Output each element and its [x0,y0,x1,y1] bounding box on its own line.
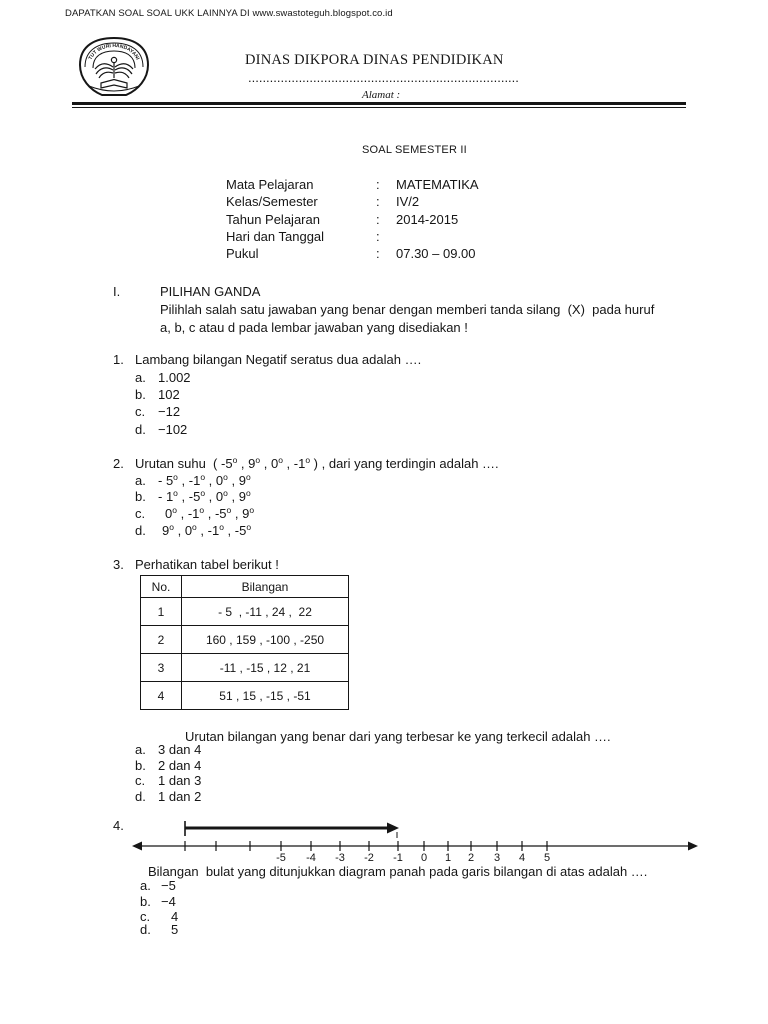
option-letter: a. [135,473,146,488]
address-dots-line: ........................................................................... [248,70,519,85]
question-stem: Perhatikan tabel berikut ! [135,557,279,572]
degree-mark: o [245,488,251,498]
degree-mark: o [173,488,178,498]
info-label: Kelas/Semester [226,194,318,209]
tick-label: 1 [444,852,452,864]
logo-bird-icon [95,57,133,78]
tick-label: -2 [364,852,374,864]
degree-mark: o [245,472,251,482]
letterhead-double-rule [72,102,686,108]
option-letter: d. [135,523,146,538]
question-prompt: Urutan bilangan yang benar dari yang terbesar ke yang terkecil adalah …. [185,729,611,744]
info-colon: : [376,194,380,209]
temperature-value: 0 [270,456,279,471]
option-letter: a. [135,370,146,385]
value-separator: , [177,489,189,504]
row-number-cell: 2 [141,626,182,654]
info-value-time: 07.30 – 09.00 [396,246,476,261]
question-number: 1. [113,352,124,367]
question-number: 2. [113,456,124,471]
temperature-value: 9 [242,506,250,521]
row-number-cell: 3 [141,654,182,682]
pointer-arrowhead [387,823,399,834]
option-letter: b. [135,758,146,773]
info-label: Tahun Pelajaran [226,212,320,227]
option-text: 2 dan 4 [158,758,202,773]
instruction-line: a, b, c atau d pada lembar jawaban yang disediakan ! [160,320,468,335]
tick-label: -3 [335,852,345,864]
numbers-cell: 160 , 159 , -100 , -250 [182,626,349,654]
temperature-value: -5 [214,506,227,521]
option-text: −5 [161,878,176,893]
section-number: I. [113,284,121,299]
degree-mark: o [199,505,205,515]
option-letter: c. [135,773,146,788]
degree-mark: o [219,522,224,532]
degree-mark: o [172,505,177,515]
row-number-cell: 4 [141,682,182,710]
degree-mark: o [226,505,232,515]
info-colon: : [376,212,380,227]
option-letter: b. [140,894,151,909]
value-separator: , [227,473,239,488]
info-colon: : [376,246,380,261]
temperature-value: - 5 [158,473,174,488]
tick-label: 0 [420,852,428,864]
degree-mark: o [249,505,255,515]
tick-label: 2 [467,852,475,864]
option-letter: b. [135,387,146,402]
info-label: Hari dan Tanggal [226,229,325,244]
option-text: 5 [171,922,179,937]
option-letter: d. [135,789,146,804]
logo-ribbon [89,86,139,91]
info-label: Mata Pelajaran [226,177,314,192]
numbers-cell: -11 , -15 , 12 , 21 [182,654,349,682]
info-colon: : [376,177,380,192]
row-number-cell: 1 [141,598,182,626]
logo-book-icon [101,80,127,89]
value-separator: , [205,473,216,488]
info-colon: : [376,229,380,244]
option-text: 3 dan 4 [158,742,202,757]
temperature-value: -1 [293,456,306,471]
option-temperature-list [165,506,254,522]
temperature-value: 0 [184,523,193,538]
numbers-cell: 51 , 15 , -15 , -51 [182,682,349,710]
degree-mark: o [223,472,228,482]
degree-mark: o [255,455,261,465]
tut-wuri-handayani-logo [76,36,152,98]
value-separator: , [223,523,235,538]
tick-label: -1 [393,852,403,864]
section-title: PILIHAN GANDA [160,284,261,299]
option-letter: d. [135,422,146,437]
column-header-bilangan: Bilangan [182,576,349,598]
exam-title: SOAL SEMESTER II [362,144,467,156]
value-separator: , [282,456,294,471]
option-letter: d. [140,922,151,937]
column-header-no: No. [141,576,182,598]
stem-prefix: Urutan suhu ( [135,456,221,471]
degree-mark: o [192,522,197,532]
option-temperature-list [158,489,251,505]
tick-label: 5 [543,852,551,864]
option-text: −4 [161,894,176,909]
option-letter: a. [135,742,146,757]
degree-mark: o [200,472,206,482]
value-separator: , [231,506,243,521]
value-separator: , [237,456,249,471]
question-stem [135,456,499,472]
info-value-class: IV/2 [396,194,420,209]
option-letter: c. [135,506,146,521]
question-number: 4. [113,818,124,833]
question-stem: Bilangan bulat yang ditunjukkan diagram panah pada garis bilangan di atas adalah …. [148,864,648,879]
temperature-list [221,456,310,471]
temperature-value: -1 [187,506,200,521]
option-temperature-list [158,473,251,489]
temperature-value: 9 [248,456,256,471]
degree-mark: o [232,455,238,465]
info-label: Pukul [226,246,259,261]
agency-title: DINAS DIKPORA DINAS PENDIDIKAN [245,52,504,68]
axis-arrowhead-left [132,842,142,851]
value-separator: , [205,489,216,504]
number-line-diagram [0,810,768,868]
value-separator: , [176,506,188,521]
degree-mark: o [200,488,206,498]
question-number: 3. [113,557,124,572]
stem-suffix: ) , dari yang terdingin adalah …. [310,456,499,471]
table-header-row [141,576,349,598]
temperature-value: - 1 [158,489,174,504]
option-text: −102 [158,422,188,437]
option-text: 102 [158,387,180,402]
temperature-value: 0 [165,506,173,521]
value-separator: , [260,456,271,471]
degree-mark: o [305,455,311,465]
logo-lettering: TUT WURI HANDAYANI [87,42,141,61]
table-row [141,598,349,626]
option-text: 1 dan 2 [158,789,202,804]
tick-label: 3 [493,852,501,864]
value-separator: , [177,473,189,488]
temperature-value: -5 [188,489,201,504]
download-note: DAPATKAN SOAL SOAL UKK LAINNYA DI www.swastoteguh.blogspot.co.id [65,8,393,19]
table-row [141,654,349,682]
numbers-cell: - 5 , -11 , 24 , 22 [182,598,349,626]
table-row [141,626,349,654]
number-table [140,575,349,710]
option-text: 1.002 [158,370,191,385]
temperature-value: -1 [188,473,201,488]
temperature-value: 9 [238,489,246,504]
option-text: −12 [158,404,181,419]
question-stem: Lambang bilangan Negatif seratus dua adalah …. [135,352,422,367]
option-letter: c. [140,909,151,924]
tick-label: -4 [306,852,316,864]
degree-mark: o [173,472,178,482]
temperature-value: 9 [162,523,170,538]
value-separator: , [227,489,239,504]
option-text: 4 [171,909,179,924]
degree-mark: o [278,455,283,465]
temperature-value: 0 [215,489,224,504]
option-text: 1 dan 3 [158,773,202,788]
instruction-line: Pilihlah salah satu jawaban yang benar dengan memberi tanda silang (X) pada huruf [160,302,655,317]
value-separator: , [204,506,215,521]
temperature-value: 9 [238,473,246,488]
degree-mark: o [246,522,252,532]
tick-label: -5 [276,852,286,864]
option-temperature-list [162,523,251,539]
temperature-value: -5 [234,523,247,538]
table-row [141,682,349,710]
value-separator: , [196,523,208,538]
address-label: Alamat : [362,89,401,101]
degree-mark: o [223,488,228,498]
option-letter: a. [140,878,151,893]
degree-mark: o [169,522,174,532]
temperature-value: -5 [221,456,233,471]
info-value-subject: MATEMATIKA [396,177,479,192]
option-letter: b. [135,489,146,504]
info-value-year: 2014-2015 [396,212,459,227]
value-separator: , [173,523,185,538]
axis-arrowhead-right [688,842,698,851]
temperature-value: 0 [215,473,224,488]
tick-label: 4 [518,852,526,864]
option-letter: c. [135,404,146,419]
temperature-value: -1 [207,523,220,538]
